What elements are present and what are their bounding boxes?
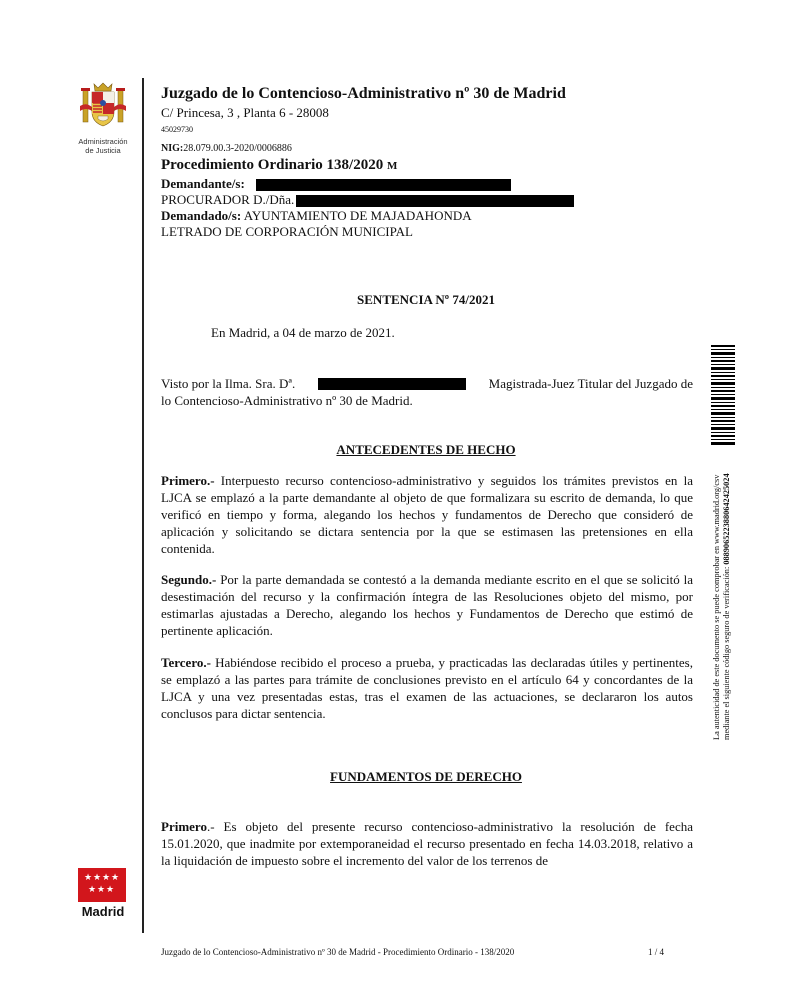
justice-logo [74, 80, 132, 155]
letrado-line: LETRADO DE CORPORACIÓN MUNICIPAL [161, 224, 413, 239]
procedure-title [161, 155, 701, 176]
verification-prefix: mediante el siguiente código seguro de verificación: [722, 564, 731, 740]
document-header [161, 84, 701, 240]
antecedentes-heading: ANTECEDENTES DE HECHO [336, 442, 516, 457]
primero-label: Primero.- [161, 473, 215, 488]
nig-label: NIG: [161, 143, 184, 154]
verification-line2 [722, 440, 732, 740]
madrid-logo [78, 868, 128, 919]
visto-prefix: Visto por la Ilma. Sra. Dª. [161, 376, 296, 391]
primero-text: Interpuesto recurso contencioso-administrativo y seguidos los trámites previstos en la LJCA se emplazó a la parte demandante al objeto de que formalizara su escrito de demanda, lo que verificó en tiempo y forma, alegando los hechos y fundamentos de Derecho que consideró de aplicación y solicitando se dictara sentencia por la que se estimasen las pretensiones en ella contenida. [161, 473, 693, 556]
visto-paragraph [161, 375, 693, 409]
segundo-label: Segundo.- [161, 572, 217, 587]
footer-text: Juzgado de lo Contencioso-Administrativo nº 30 de Madrid - Procedimiento Ordinario - 138/2020 [161, 947, 515, 957]
margin-rule [142, 78, 144, 933]
redaction-bar [296, 195, 574, 207]
fundamentos-primero-label: Primero [161, 819, 207, 834]
madrid-flag-icon: ★ ★ ★ ★ ★ ★ ★ [78, 868, 126, 902]
court-name: Juzgado de lo Contencioso-Administrativo nº 30 de Madrid [161, 85, 566, 102]
verification-stamp [712, 440, 732, 740]
page-footer [161, 947, 681, 957]
sentencia-title: SENTENCIA Nº 74/2021 [357, 292, 495, 307]
fundamentos-primero-text: .- Es objeto del presente recurso contencioso-administrativo la resolución de fecha 15.01.2020, que inadmite por extemporaneidad el recurso presentado en fecha 14.03.2018, relativo a la liquidación de impuesto sobre el incremento del valor de los terrenos de [161, 819, 693, 868]
coat-of-arms-icon [78, 80, 128, 132]
segundo-text: Por la parte demandada se contestó a la demanda mediante escrito en el que se solicitó la desestimación del recurso y la confirmación íntegra de las Resoluciones objeto del mismo, por estimarlas ajustadas a Derecho, alegando los hechos y Fundamentos de Derecho que estimó de pertinente aplicación. [161, 572, 693, 638]
procedure-suffix: M [386, 160, 398, 172]
antecedentes-tercero [161, 654, 693, 722]
court-code: 45029730 [161, 125, 193, 134]
page-number: 1 / 4 [648, 947, 665, 957]
demandante-line [161, 176, 701, 192]
procurador-label: PROCURADOR D./Dña. [161, 192, 295, 207]
nig-line [161, 142, 701, 155]
fundamentos-heading: FUNDAMENTOS DE DERECHO [330, 769, 522, 784]
nig-value: 28.079.00.3-2020/0006886 [183, 143, 292, 154]
admin-label-line2: de Justicia [85, 146, 121, 155]
antecedentes-primero [161, 472, 693, 557]
redaction-bar [256, 179, 511, 191]
tercero-label: Tercero.- [161, 655, 211, 670]
demandado-value: AYUNTAMIENTO DE MAJADAHONDA [241, 208, 472, 223]
tercero-text: Habiéndose recibido el proceso a prueba, y practicadas las declaradas útiles y pertinentes, se emplazó a las partes para trámite de conclusiones previsto en el artículo 64 y concordantes de la LJCA y una vez presentadas estas, tras el examen de las actuaciones, se declararon los autos conclusos para dictar sentencia. [161, 655, 693, 721]
madrid-label: Madrid [81, 904, 125, 919]
demandado-line [161, 208, 701, 224]
redaction-bar [318, 378, 466, 390]
fundamentos-primero [161, 818, 693, 869]
antecedentes-segundo [161, 571, 693, 639]
verification-line1: La autenticidad de este documento se puede comprobar en www.madrid.org/csv [712, 474, 721, 740]
csv-code: 0889065223880642425024 [722, 473, 731, 565]
court-address: C/ Princesa, 3 , Planta 6 - 28008 [161, 105, 329, 120]
admin-label-line1: Administración [78, 137, 128, 146]
demandante-label: Demandante/s: [161, 176, 245, 191]
sentencia-date: En Madrid, a 04 de marzo de 2021. [211, 325, 395, 340]
visto-line2: lo Contencioso-Administrativo nº 30 de Madrid. [161, 393, 413, 408]
procurador-line [161, 192, 701, 208]
barcode-icon [711, 345, 735, 445]
procedure-number: Procedimiento Ordinario 138/2020 [161, 157, 384, 173]
demandado-label: Demandado/s: [161, 208, 242, 223]
visto-suffix: Magistrada-Juez Titular del Juzgado de [488, 376, 693, 391]
